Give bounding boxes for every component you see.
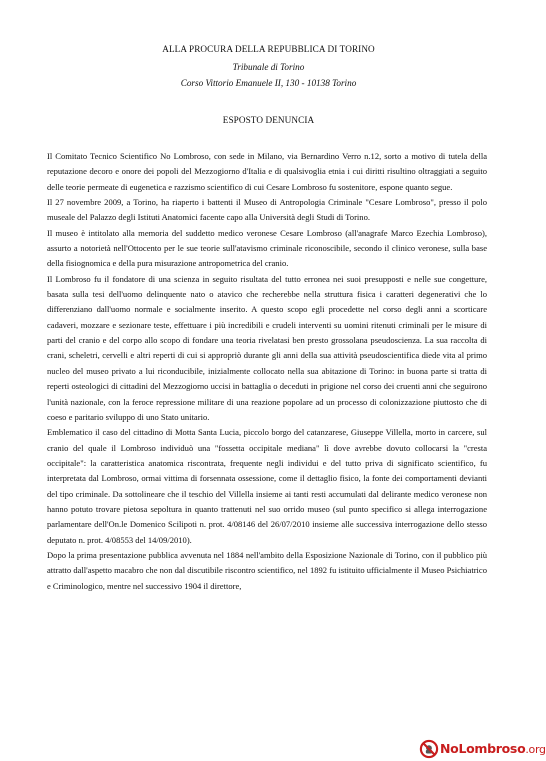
paragraph: Il 27 novembre 2009, a Torino, ha riaperto i battenti il Museo di Antropologia Criminale "Cesare Lombroso", presso il polo museale del Palazzo degli Istituti Anatomici facente capo alla Università degli Studi di Torino.	[47, 197, 487, 223]
nolombroso-logo	[420, 738, 546, 760]
paragraph: Emblematico il caso del cittadino di Motta Santa Lucia, piccolo borgo del catanzarese, Giuseppe Villella, morto in carcere, sul cranio del quale il Lombroso individuò una "fossetta occipitale mediana" lì dove avrebbe dovuto collocarsi la "cresta occipitale": la caratteristica anatomica riscontrata, frequente negli individui e del tutto priva di significato scientifico, fu interpretata dal Lombroso, ormai vittima di forsennata ossessione, come il dettaglio fisico, la fonte dei comportamenti devianti del tipo criminale. Da sottolineare che il teschio del Villella insieme ai tanti resti accumulati dal delirante medico veronese non hanno potuto trovare pietosa sepoltura in quanto trattenuti nel suo orrido museo (sul punto specifico si allega interrogazione parlamentare dell'On.le Domenico Scilipoti n. prot. 4/08146 del 26/07/2010 insieme alle successiva interrogazione dello stesso deputato n. prot. 4/08553 del 14/09/2010).	[47, 427, 487, 545]
addressee-heading: ALLA PROCURA DELLA REPUBBLICA DI TORINO	[162, 44, 375, 54]
court-address: Corso Vittorio Emanuele II, 130 - 10138 Torino	[180, 78, 357, 88]
paragraph: Il Lombroso fu il fondatore di una scienza in seguito risultata del tutto erronea nei suoi presupposti e nelle sue congetture, basata sulla tesi dell'uomo delinquente nato o atavico che recherebbe nella struttura fisica i caratteri degenerativi che lo differenziano dall'uomo normale e socialmente inserito. A questo scopo egli procedette nel corso degli anni a scorticare cadaveri, mozzare e sezionare teste, effettuare i più incredibili e crudeli interventi su uomini ritenuti criminali per le misure di parti del cranio e del corpo allo scopo di fondare una teoria rivelatasi ben presto grossolana pseudoscienza. La sua raccolta di crani, scheletri, cervelli e altri reperti di cui si appropriò durante gli anni della sua attività pseudoscientifica diede vita al primo nucleo del museo privato a lui riconducibile, inizialmente collocato nella sua abitazione di Torino: in buona parte si tratta di reperti osteologici di cittadini del Mezzogiorno uccisi in battaglia o deceduti in prigione nel corso dei cruenti anni che seguirono l'unità nazionale, con la feroce repressione militare di una reazione popolare ad un processo di colonizzazione piuttosto che di coeso e paritario sviluppo di uno Stato unitario.	[47, 273, 487, 422]
court-name: Tribunale di Torino	[232, 62, 305, 72]
no-entry-sign-icon	[420, 740, 438, 758]
document-title: ESPOSTO DENUNCIA	[222, 115, 315, 125]
document-body	[47, 149, 487, 594]
logo-wordmark: NoLombroso.org	[440, 740, 546, 756]
paragraph: Dopo la prima presentazione pubblica avvenuta nel 1884 nell'ambito della Esposizione Nazionale di Torino, con il pubblico più attratto dall'aspetto macabro che non dal discutibile riscontro scientifico, nel 1892 fu istituito ufficialmente il Museo Psichiatrico e Criminologico, mentre nel successivo 1904 il direttore,	[47, 549, 487, 591]
paragraph: Il Comitato Tecnico Scientifico No Lombroso, con sede in Milano, via Bernardino Verro n.12, sorto a motivo di tutela della reputazione decoro e onore dei popoli del Mezzogiorno d'Italia e di qualsivoglia etnia i cui diritti risultino oltraggiati a seguito delle teorie permeate di eugenetica e razzismo scientifico di cui Cesare Lombroso fu sostenitore, espone quanto segue.	[47, 151, 487, 192]
paragraph: Il museo è intitolato alla memoria del suddetto medico veronese Cesare Lombroso (all'anagrafe Marco Ezechia Lombroso), assurto a notorietà nell'Ottocento per le sue teorie sull'atavismo criminale riconoscibile, secondo il clinico veronese, sulla base della fisiognomica e della pura misurazione antropometrica del cranio.	[47, 227, 487, 269]
